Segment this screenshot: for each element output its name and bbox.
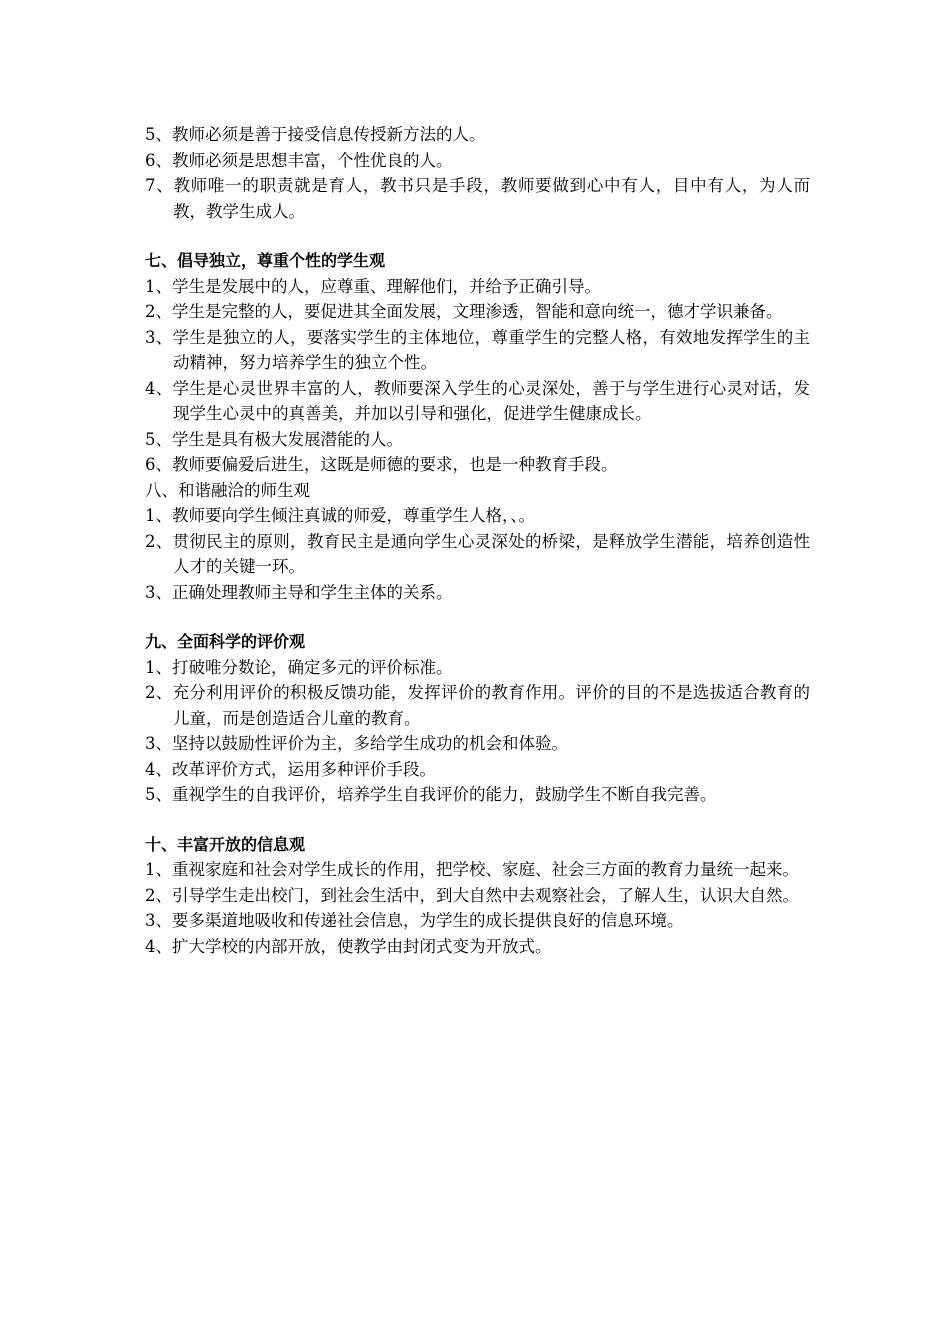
list-item: 1、打破唯分数论，确定多元的评价标准。 <box>145 657 453 677</box>
list-item: 5、学生是具有极大发展潜能的人。 <box>145 429 403 449</box>
section-heading: 十、丰富开放的信息观 <box>145 834 306 854</box>
section-evaluation-view <box>145 629 810 808</box>
list-item: 2、引导学生走出校门，到社会生活中，到大自然中去观察社会，了解人生，认识大自然。 <box>145 885 799 905</box>
section-information-view <box>145 832 810 960</box>
spacer <box>145 605 810 629</box>
list-item: 3、坚持以鼓励性评价为主，多给学生成功的机会和体验。 <box>145 734 568 753</box>
list-item: 2、贯彻民主的原则，教育民主是通向学生心灵深处的桥梁，是释放学生潜能，培养创造性人才的关键一环。 <box>145 531 810 576</box>
intro-list <box>145 122 810 224</box>
list-item: 4、改革评价方式，运用多种评价手段。 <box>145 759 436 779</box>
document-page <box>145 122 810 959</box>
list-item: 6、教师要偏爱后进生，这既是师德的要求，也是一种教育手段。 <box>145 455 618 474</box>
spacer <box>145 808 810 832</box>
list-item: 3、学生是独立的人，要落实学生的主体地位，尊重学生的完整人格，有效地发挥学生的主动精神，努力培养学生的独立个性。 <box>145 327 810 372</box>
list-item: 5、教师必须是善于接受信息传授新方法的人。 <box>145 125 486 144</box>
list-item: 2、学生是完整的人，要促进其全面发展，文理渗透，智能和意向统一，德才学识兼备。 <box>145 302 783 321</box>
list-item: 3、正确处理教师主导和学生主体的关系。 <box>145 582 453 602</box>
list-item: 4、扩大学校的内部开放，使教学由封闭式变为开放式。 <box>145 936 552 956</box>
section-teacher-student-view <box>145 478 810 606</box>
list-item: 1、学生是发展中的人，应尊重、理解他们，并给予正确引导。 <box>145 276 601 296</box>
list-item: 4、学生是心灵世界丰富的人，教师要深入学生的心灵深处，善于与学生进行心灵对话，发现学生心灵中的真善美，并加以引导和强化，促进学生健康成长。 <box>145 378 810 423</box>
list-item: 2、充分利用评价的积极反馈功能，发挥评价的教育作用。评价的目的不是选拔适合教育的儿童，而是创造适合儿童的教育。 <box>145 683 810 728</box>
section-heading: 七、倡导独立，尊重个性的学生观 <box>145 251 386 270</box>
list-item: 5、重视学生的自我评价，培养学生自我评价的能力，鼓励学生不断自我完善。 <box>145 785 717 804</box>
list-item: 1、重视家庭和社会对学生成长的作用，把学校、家庭、社会三方面的教育力量统一起来。 <box>145 860 799 879</box>
list-item: 7、教师唯一的职责就是育人，教书只是手段，教师要做到心中有人，目中有人，为人而教，教学生成人。 <box>145 176 810 221</box>
section-student-view <box>145 248 810 478</box>
list-item: 1、教师要向学生倾注真诚的师爱，尊重学生人格，、。 <box>145 506 535 525</box>
section-heading: 九、全面科学的评价观 <box>145 632 306 651</box>
section-heading: 八、和谐融洽的师生观 <box>145 480 310 500</box>
list-item: 3、要多渠道地吸收和传递社会信息，为学生的成长提供良好的信息环境。 <box>145 911 684 930</box>
spacer <box>145 224 810 248</box>
list-item: 6、教师必须是思想丰富，个性优良的人。 <box>145 150 453 170</box>
